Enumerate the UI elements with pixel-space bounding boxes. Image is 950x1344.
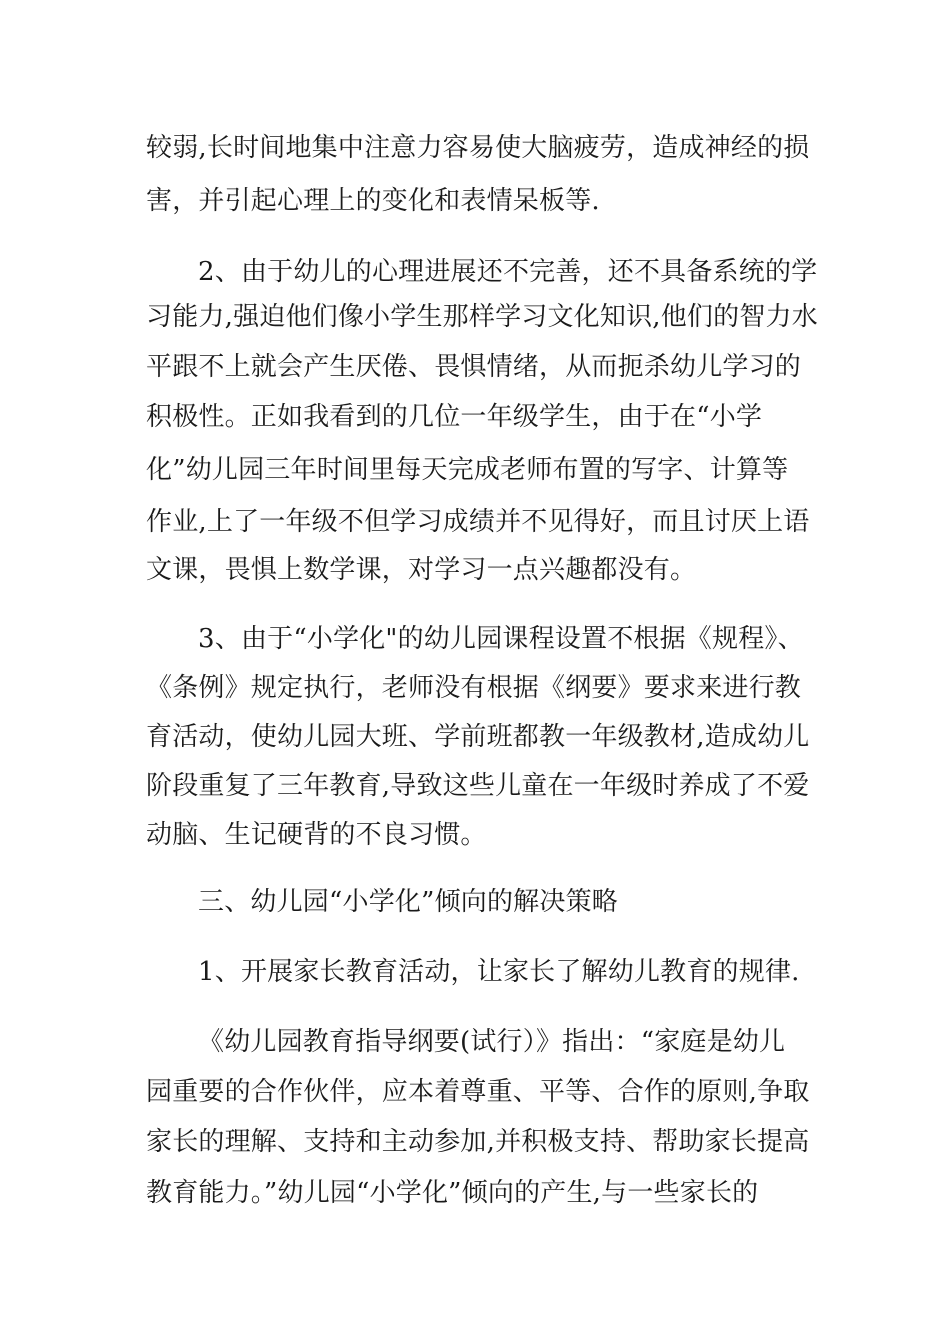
- text-line: 害，并引起心理上的变化和表情呆板等.: [146, 186, 600, 216]
- text-line: 较弱,长时间地集中注意力容易使大脑疲劳，造成神经的损: [146, 133, 810, 163]
- text-line: 3、由于“小学化"的幼儿园课程设置不根据《规程》、: [198, 624, 804, 654]
- text-line: 化”幼儿园三年时间里每天完成老师布置的写字、计算等: [146, 455, 789, 485]
- section-heading: 三、幼儿园“小学化”倾向的解决策略: [198, 887, 618, 917]
- text-line: 2、由于幼儿的心理进展还不完善，还不具备系统的学: [198, 257, 818, 287]
- text-line: 阶段重复了三年教育,导致这些儿童在一年级时养成了不爱: [146, 771, 810, 801]
- text-line: 文课，畏惧上数学课，对学习一点兴趣都没有。: [146, 555, 697, 585]
- subsection-heading: 1、开展家长教育活动，让家长了解幼儿教育的规律.: [198, 957, 800, 987]
- text-line: 积极性。正如我看到的几位一年级学生，由于在“小学: [146, 402, 763, 432]
- text-line: 育活动，使幼儿园大班、学前班都教一年级教材,造成幼儿: [146, 722, 810, 752]
- text-line: 习能力,强迫他们像小学生那样学习文化知识,他们的智力水: [146, 302, 818, 332]
- text-line: 平跟不上就会产生厌倦、畏惧情绪，从而扼杀幼儿学习的: [146, 352, 802, 382]
- text-line: 教育能力。”幼儿园“小学化”倾向的产生,与一些家长的: [146, 1178, 759, 1208]
- text-line: 作业,上了一年级不但学习成绩并不见得好，而且讨厌上语: [146, 507, 810, 537]
- text-line: 《条例》规定执行，老师没有根据《纲要》要求来进行教: [146, 673, 802, 703]
- text-line: 家长的理解、支持和主动参加,并积极支持、帮助家长提高: [146, 1127, 810, 1157]
- text-line: 《幼儿园教育指导纲要(试行）》指出：“家庭是幼儿: [198, 1027, 786, 1057]
- text-line: 动脑、生记硬背的不良习惯。: [146, 820, 487, 850]
- text-line: 园重要的合作伙伴，应本着尊重、平等、合作的原则,争取: [146, 1077, 810, 1107]
